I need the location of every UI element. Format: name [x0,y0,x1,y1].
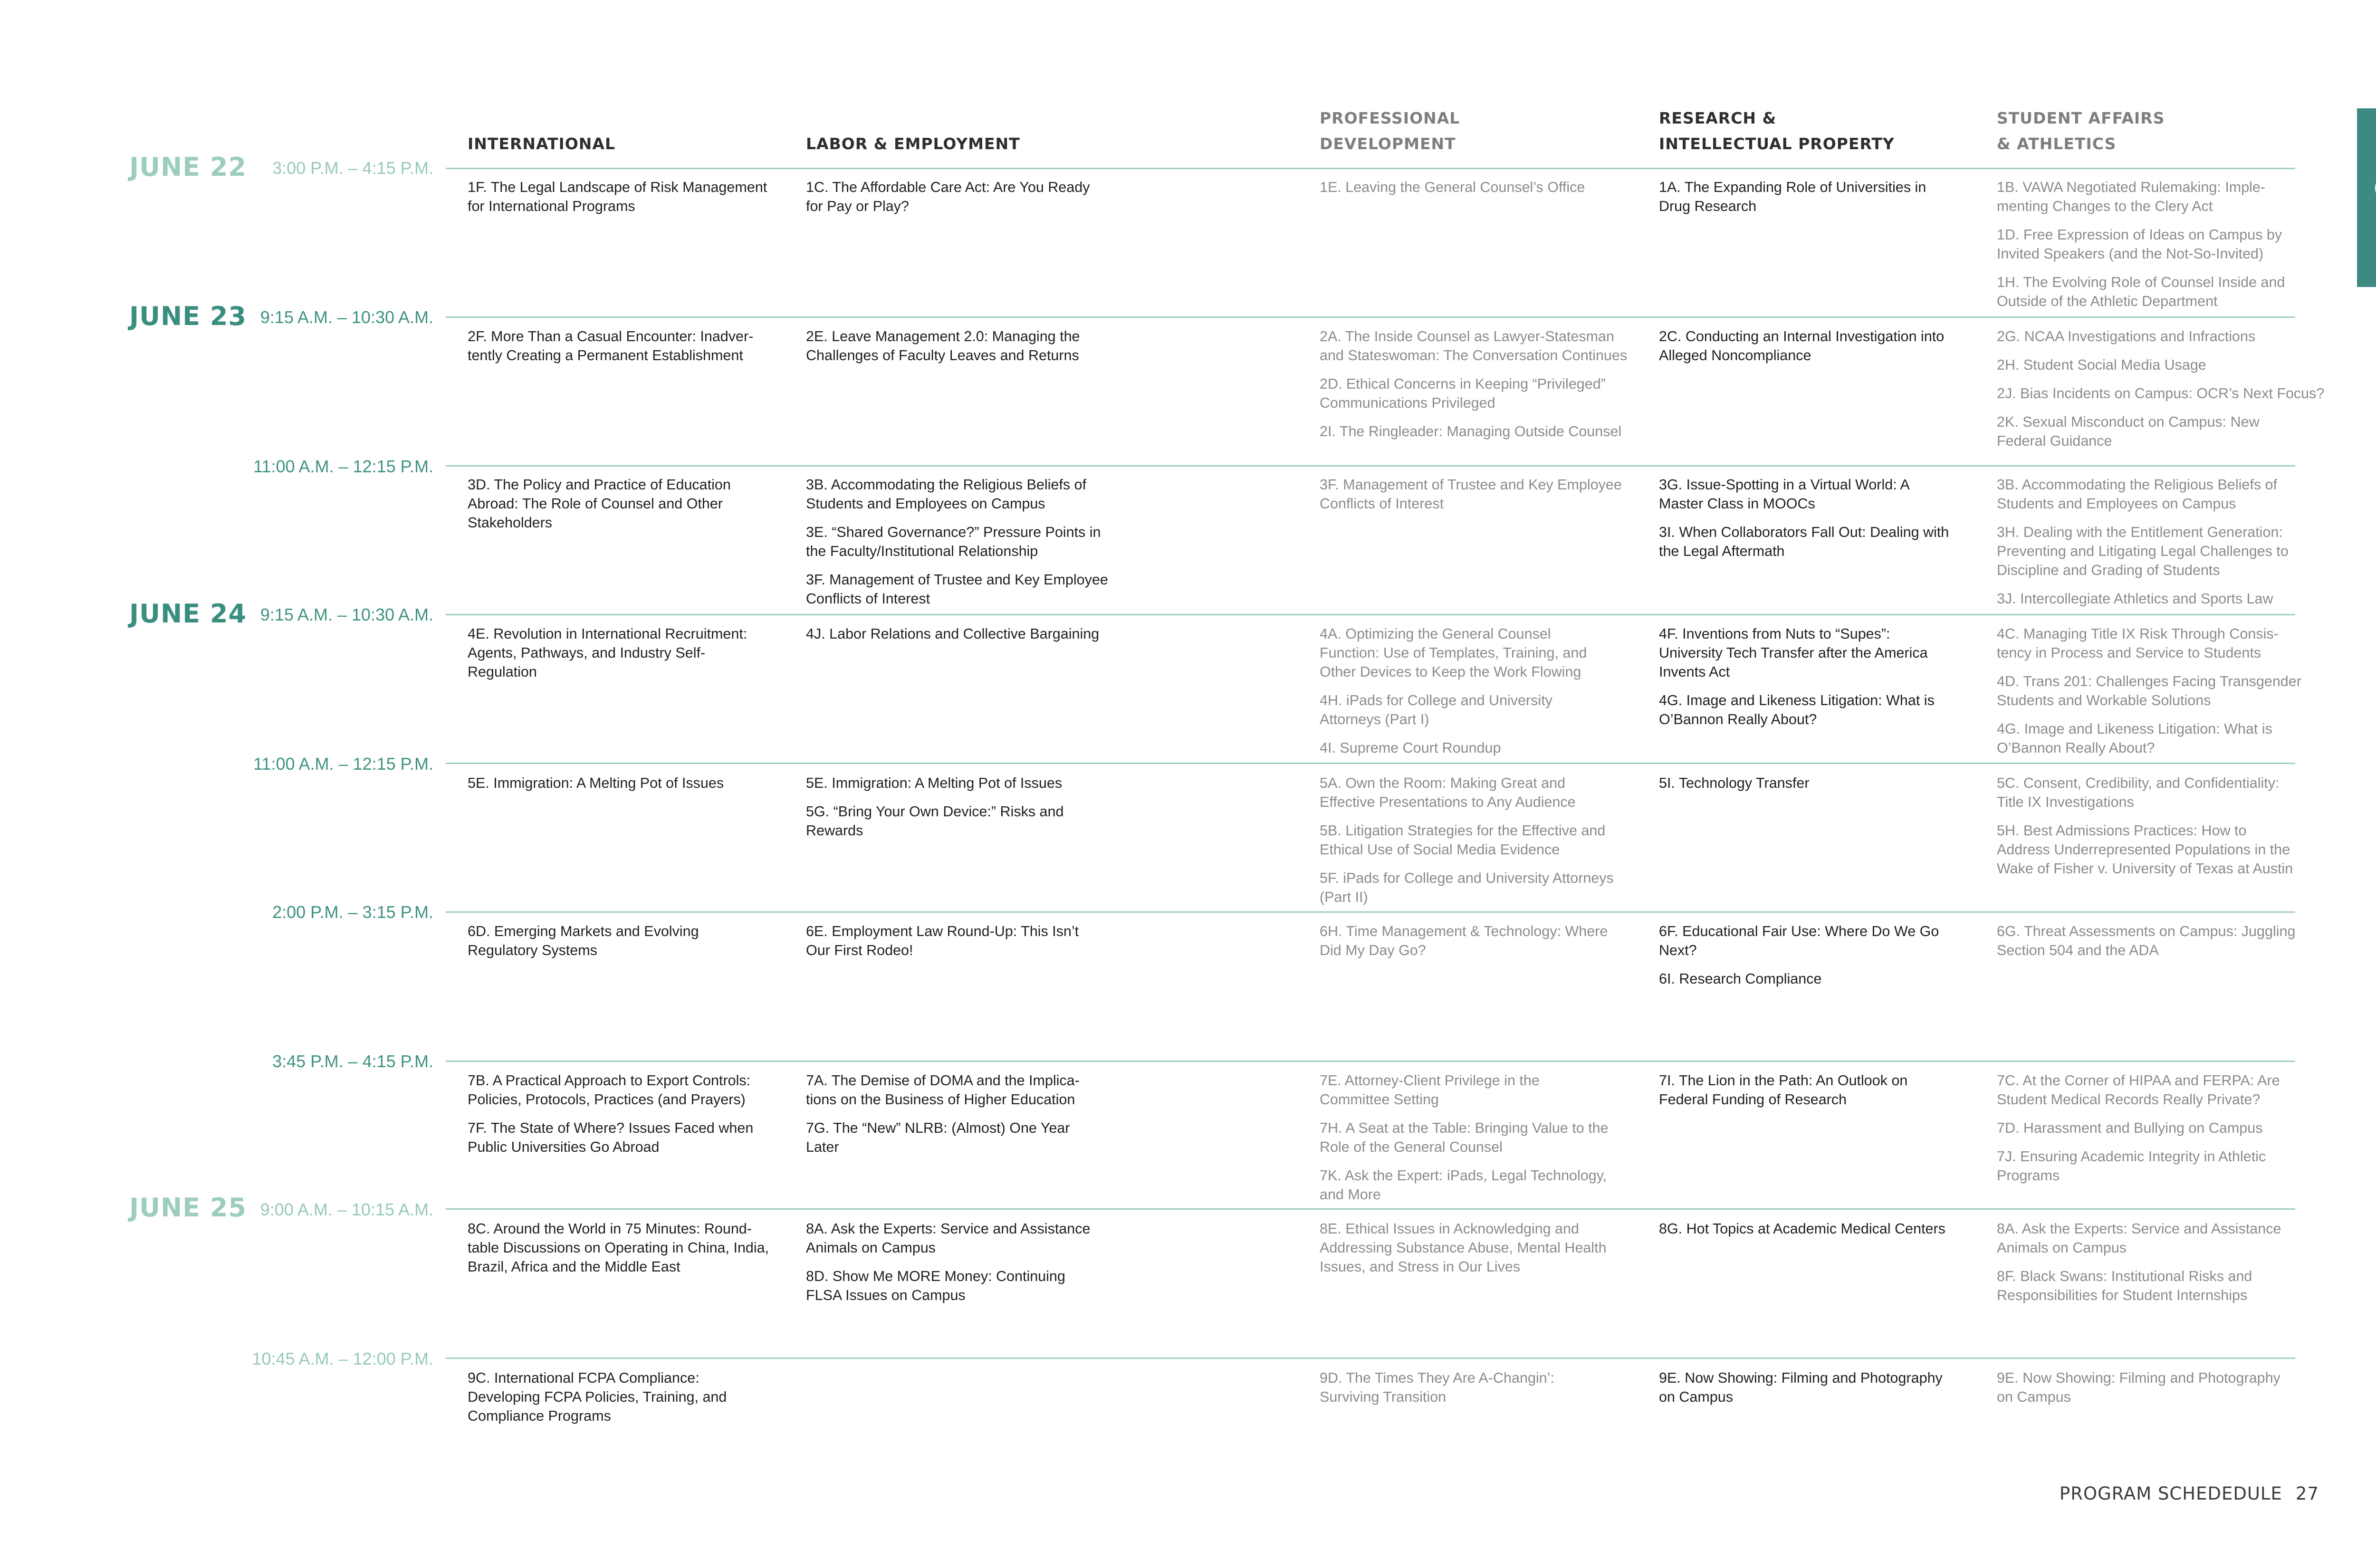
cell-international [468,178,767,225]
session-item: 2K. Sexual Misconduct on Campus: New Federal Guidance [1997,414,2260,449]
cell-labor [806,624,1099,653]
time-slot-label: 10:45 A.M. – 12:00 P.M. [252,1349,433,1368]
cell-labor [806,475,1108,618]
section-tab[interactable] [2357,108,2376,287]
cell-research [1659,1071,1907,1119]
cell-international [468,774,724,802]
session-item: 3B. Accommodating the Religious Beliefs of Students and Employees on Campus [1997,477,2277,512]
cell-labor [806,1071,1080,1166]
session-item: 1H. The Evolving Role of Counsel Inside and Outside of the Athletic Department [1997,274,2285,309]
cell-research [1659,922,1939,998]
session-item: 2F. More Than a Casual Encounter: Inadver- tently Creating a Permanent Establishment [468,328,754,363]
session-item: 5B. Litigation Strategies for the Effective and Ethical Use of Social Media Evidence [1320,822,1606,858]
cell-research [1659,178,1926,225]
session-item: 7G. The “New” NLRB: (Almost) One Year Later [806,1120,1070,1155]
date-label: JUNE 22 [129,152,247,182]
column-header-international: INTERNATIONAL [468,134,615,153]
session-item: 3E. “Shared Governance?” Pressure Points in the Faculty/Institutional Relationship [806,524,1101,559]
session-item: 9C. International FCPA Compliance: Developing FCPA Policies, Training, and Compliance Programs [468,1370,727,1424]
cell-student [1997,1071,2280,1195]
time-slot-label: 9:15 A.M. – 10:30 A.M. [260,605,433,624]
session-item: 1E. Leaving the General Counsel’s Office [1320,179,1585,195]
cell-labor [806,774,1063,850]
session-item: 7C. At the Corner of HIPAA and FERPA: Are Student Medical Records Really Private? [1997,1072,2280,1108]
cell-professional [1320,327,1627,450]
session-item: 7F. The State of Where? Issues Faced when Public Universities Go Abroad [468,1120,754,1155]
session-item: 7J. Ensuring Academic Integrity in Athletic Programs [1997,1148,2266,1184]
session-item: 4G. Image and Likeness Litigation: What is O’Bannon Really About? [1997,721,2272,756]
session-item: 5E. Immigration: A Melting Pot of Issues [806,775,1063,791]
cell-professional [1320,1368,1554,1416]
session-item: 5C. Consent, Credibility, and Confidentiality: Title IX Investigations [1997,775,2280,810]
date-label: JUNE 24 [129,599,247,629]
cell-professional [1320,624,1587,767]
session-item: 7K. Ask the Expert: iPads, Legal Technology, and More [1320,1167,1607,1203]
session-item: 3J. Intercollegiate Athletics and Sports Law [1997,591,2273,607]
cell-student [1997,774,2293,888]
session-item: 6G. Threat Assessments on Campus: Juggling Section 504 and the ADA [1997,923,2296,958]
session-item: 9E. Now Showing: Filming and Photography on Campus [1997,1370,2280,1405]
session-item: 6F. Educational Fair Use: Where Do We Go Next? [1659,923,1939,958]
cell-research [1659,327,1944,374]
session-item: 6H. Time Management & Technology: Where Did My Day Go? [1320,923,1608,958]
time-slot-label: 9:15 A.M. – 10:30 A.M. [260,307,433,327]
session-item: 7E. Attorney-Client Privilege in the Committee Setting [1320,1072,1540,1108]
cell-professional [1320,178,1585,206]
session-item: 5E. Immigration: A Melting Pot of Issues [468,775,724,791]
cell-international [468,922,699,969]
cell-international [468,327,753,374]
session-item: 4F. Inventions from Nuts to “Supes”: University Tech Transfer after the America Invents Act [1659,626,1928,680]
session-item: 4J. Labor Relations and Collective Bargaining [806,626,1100,642]
column-header-research-ip: RESEARCH & INTELLECTUAL PROPERTY [1659,109,1895,153]
cell-student [1997,475,2289,618]
session-item: 1F. The Legal Landscape of Risk Management for International Programs [468,179,767,214]
session-item: 3I. When Collaborators Fall Out: Dealing with the Legal Aftermath [1659,524,1949,559]
session-item: 3F. Management of Trustee and Key Employee Conflicts of Interest [1320,477,1622,512]
session-item: 1C. The Affordable Care Act: Are You Ready for Pay or Play? [806,179,1090,214]
session-item: 5H. Best Admissions Practices: How to Address Underrepresented Populations in the Wake of Fisher v. University of Texas at Austin [1997,822,2293,877]
session-item: 1A. The Expanding Role of Universities in Drug Research [1659,179,1926,214]
session-item: 9E. Now Showing: Filming and Photography on Campus [1659,1370,1943,1405]
session-item: 8D. Show Me MORE Money: Continuing FLSA Issues on Campus [806,1268,1065,1303]
session-item: 8G. Hot Topics at Academic Medical Centers [1659,1221,1945,1237]
session-item: 5G. “Bring Your Own Device:” Risks and Rewards [806,803,1064,839]
row-divider [446,1358,2295,1359]
row-divider [446,1061,2295,1062]
cell-labor [806,922,1079,969]
cell-student [1997,178,2285,320]
cell-labor [806,327,1080,374]
session-item: 4H. iPads for College and University Attorneys (Part I) [1320,692,1552,727]
session-item: 2C. Conducting an Internal Investigation into Alleged Noncompliance [1659,328,1945,363]
session-item: 5A. Own the Room: Making Great and Effective Presentations to Any Audience [1320,775,1576,810]
session-item: 7H. A Seat at the Table: Bringing Value to the Role of the General Counsel [1320,1120,1609,1155]
session-item: 7A. The Demise of DOMA and the Implica- tions on the Business of Higher Education [806,1072,1080,1108]
date-label: JUNE 25 [129,1193,247,1223]
session-item: 2H. Student Social Media Usage [1997,357,2206,373]
time-slot-label: 2:00 P.M. – 3:15 P.M. [272,902,433,922]
session-item: 8F. Black Swans: Institutional Risks and Responsibilities for Student Internships [1997,1268,2252,1303]
session-item: 1D. Free Expression of Ideas on Campus by Invited Speakers (and the Not-So-Invited) [1997,227,2282,262]
session-item: 4C. Managing Title IX Risk Through Consis- tency in Process and Service to Students [1997,626,2279,661]
cell-international [468,475,731,542]
cell-professional [1320,774,1614,916]
session-item: 4E. Revolution in International Recruitment: Agents, Pathways, and Industry Self- Regulation [468,626,747,680]
time-slot-label: 11:00 A.M. – 12:15 P.M. [253,754,433,774]
session-item: 4I. Supreme Court Roundup [1320,740,1501,756]
session-item: 3G. Issue-Spotting in a Virtual World: A Master Class in MOOCs [1659,477,1910,512]
session-item: 7D. Harassment and Bullying on Campus [1997,1120,2263,1136]
session-item: 9D. The Times They Are A-Changin’: Surviving Transition [1320,1370,1554,1405]
session-item: 5F. iPads for College and University Attorneys (Part II) [1320,870,1614,905]
time-slot-label: 11:00 A.M. – 12:15 P.M. [253,457,433,476]
cell-labor [806,178,1090,225]
cell-professional [1320,1071,1609,1214]
session-item: 2I. The Ringleader: Managing Outside Counsel [1320,423,1622,440]
session-item: 3B. Accommodating the Religious Beliefs of Students and Employees on Campus [806,477,1086,512]
cell-research [1659,774,1809,802]
session-item: 3D. The Policy and Practice of Education Abroad: The Role of Counsel and Other Stakeholders [468,477,731,531]
row-divider [446,168,2295,169]
cell-research [1659,1219,1945,1248]
session-item: 8C. Around the World in 75 Minutes: Round- table Discussions on Operating in China, India, Brazil, Africa and the Middle East [468,1221,769,1275]
cell-research [1659,1368,1943,1416]
session-item: 7B. A Practical Approach to Export Controls: Policies, Protocols, Practices (and Prayers) [468,1072,751,1108]
cell-student [1997,922,2295,969]
session-item: 1B. VAWA Negotiated Rulemaking: Imple- menting Changes to the Clery Act [1997,179,2266,214]
cell-labor [806,1219,1090,1314]
cell-professional [1320,475,1622,523]
cell-student [1997,327,2324,460]
session-item: 4A. Optimizing the General Counsel Function: Use of Templates, Training, and Other Devices to Keep the Work Flowing [1320,626,1587,680]
cell-student [1997,624,2301,767]
session-item: 4D. Trans 201: Challenges Facing Transgender Students and Workable Solutions [1997,673,2301,708]
session-item: 6D. Emerging Markets and Evolving Regulatory Systems [468,923,699,958]
cell-professional [1320,922,1608,969]
session-item: 8A. Ask the Experts: Service and Assistance Animals on Campus [1997,1221,2281,1256]
session-item: 2E. Leave Management 2.0: Managing the Challenges of Faculty Leaves and Returns [806,328,1080,363]
column-header-student-affairs: STUDENT AFFAIRS & ATHLETICS [1997,109,2165,153]
cell-international [468,1368,727,1435]
time-slot-label: 9:00 A.M. – 10:15 A.M. [260,1200,433,1219]
column-header-professional-development: PROFESSIONAL DEVELOPMENT [1320,109,1460,153]
cell-professional [1320,1219,1607,1286]
cell-student [1997,1219,2281,1314]
page-footer [2060,1483,2319,1504]
session-item: 6E. Employment Law Round-Up: This Isn’t Our First Rodeo! [806,923,1079,958]
cell-research [1659,475,1949,570]
session-item: 2D. Ethical Concerns in Keeping “Privileged” Communications Privileged [1320,376,1606,411]
session-item: 2J. Bias Incidents on Campus: OCR’s Next Focus? [1997,385,2325,402]
cell-international [468,624,747,691]
session-item: 2A. The Inside Counsel as Lawyer-Statesman and Stateswoman: The Conversation Continues [1320,328,1628,363]
cell-international [468,1071,753,1166]
time-slot-label: 3:45 P.M. – 4:15 P.M. [272,1052,433,1071]
cell-student [1997,1368,2280,1416]
cell-research [1659,624,1935,738]
session-item: 8A. Ask the Experts: Service and Assistance Animals on Campus [806,1221,1091,1256]
session-item: 6I. Research Compliance [1659,971,1822,987]
date-label: JUNE 23 [129,301,247,331]
session-item: 8E. Ethical Issues in Acknowledging and Addressing Substance Abuse, Mental Health Issues, and Stress in Our Lives [1320,1221,1607,1275]
session-item: 5I. Technology Transfer [1659,775,1810,791]
session-item: 3H. Dealing with the Entitlement Generation: Preventing and Litigating Legal Challenges to Discipline and Grading of Students [1997,524,2289,578]
cell-international [468,1219,769,1286]
page-number: 27 [2295,1483,2319,1504]
time-slot-label: 3:00 P.M. – 4:15 P.M. [272,158,433,178]
column-header-labor-employment: LABOR & EMPLOYMENT [806,134,1020,153]
session-item: 7I. The Lion in the Path: An Outlook on Federal Funding of Research [1659,1072,1908,1108]
footer-title: PROGRAM SCHEDEDULE [2059,1483,2282,1504]
session-item: 2G. NCAA Investigations and Infractions [1997,328,2256,344]
session-item: 4G. Image and Likeness Litigation: What is O’Bannon Really About? [1659,692,1935,727]
row-divider [446,465,2295,467]
session-item: 3F. Management of Trustee and Key Employee Conflicts of Interest [806,572,1108,607]
